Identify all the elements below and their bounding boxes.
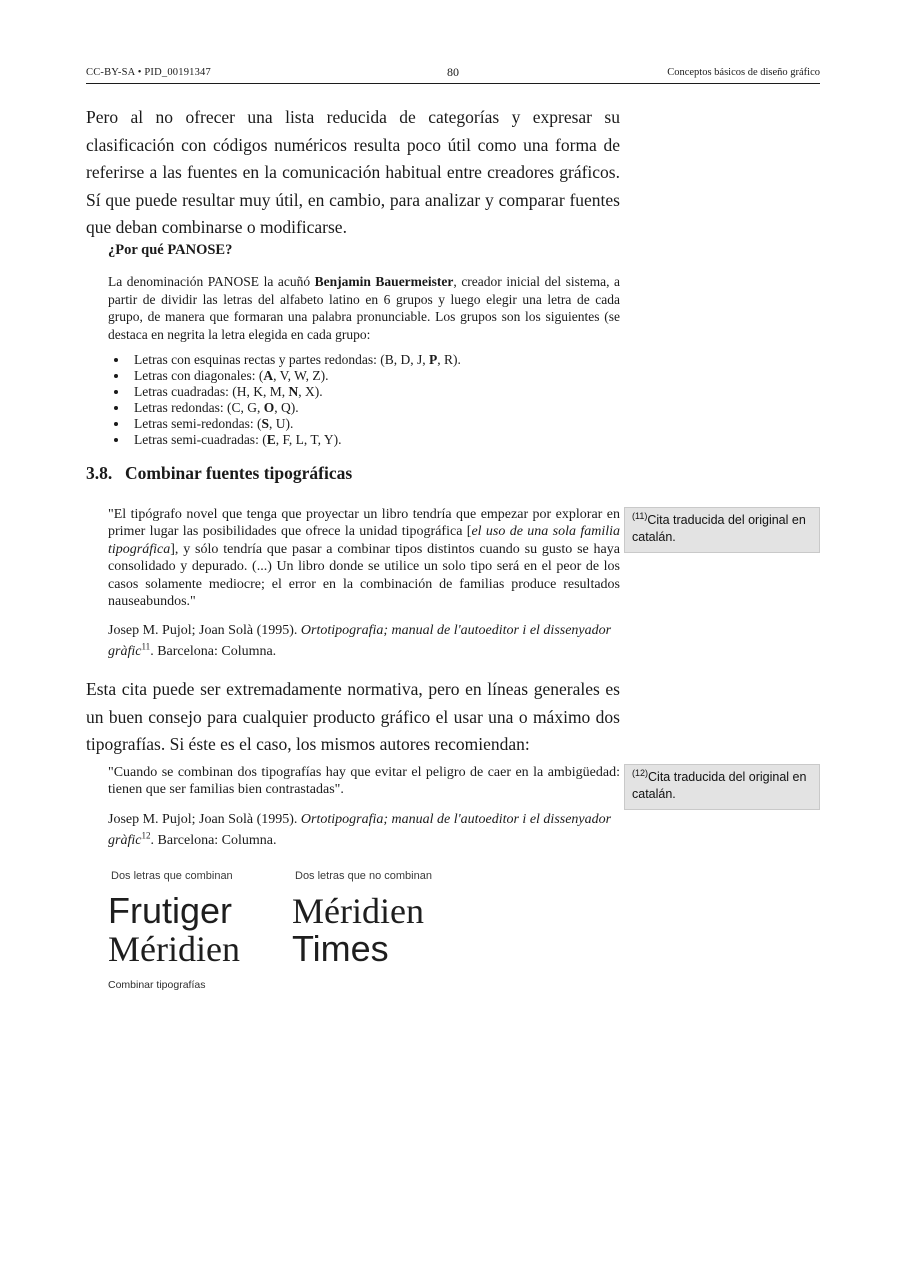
bullet-bold-letter: O (263, 400, 275, 416)
bullet-item (129, 384, 620, 400)
margin-note-1-text: Cita traducida del original en catalán. (632, 513, 806, 544)
bullet-text: , V, W, Z). (273, 368, 329, 384)
bullet-item (129, 400, 620, 416)
citation-1-title: Ortotipografia; manual de l'autoeditor i el dissenyador gràfic (108, 623, 612, 660)
section-heading (86, 463, 620, 484)
panose-intro-bold: Benjamin Bauermeister (314, 274, 454, 289)
figure-label-left: Dos letras que combinan (111, 870, 233, 882)
panose-intro-post: , creador inicial del sistema, a partir de dividir las letras del alfabeto latino en 6 grupos y luego elegir una letra de cada grupo, de manera que formaran una palabra pronunciable. Los grupos son los siguientes (se destaca en negrita la letra elegida en cada grupo: (108, 274, 621, 342)
margin-note-1-ref: (11) (632, 510, 648, 521)
bullet-text: Letras cuadradas: (H, K, M, (134, 384, 289, 400)
bullet-bold-letter: E (266, 431, 276, 447)
panose-intro (108, 273, 620, 343)
bullet-text: Letras semi-redondas: ( (134, 416, 262, 431)
bullet-text: Letras con esquinas rectas y partes redondas: (B, D, J, (134, 352, 430, 368)
bullet-text: , U). (268, 416, 294, 431)
citation-1 (108, 620, 620, 662)
figure-column-combine (108, 869, 292, 968)
section-title: Combinar fuentes tipográficas (125, 463, 353, 483)
quote-1-pre: "El tipógrafo novel que tenga que proyectar un libro tendría que empezar por explorar en primer lugar las posibilidades que ofrece la unidad tipográfica [ (108, 507, 620, 540)
specimen-meridien-left: Méridien (108, 929, 240, 969)
margin-note-2-text: Cita traducida del original en catalán. (632, 770, 807, 801)
bullet-item (129, 432, 620, 448)
margin-note-1 (624, 507, 820, 553)
intro-paragraph: Pero al no ofrecer una lista reducida de categorías y expresar su clasificación con códigos numéricos resulta poco útil como una forma de referirse a las fuentes en la comunicación habitual entre creadores gráficos. Sí que puede resultar muy útil, en cambio, para analizar y comparar fuentes que deban combinarse o modificarse. (86, 107, 620, 237)
bullet-item (129, 416, 620, 432)
footnote-ref-12: 12 (141, 830, 151, 841)
quote-1-post: ], y sólo tendría que pasar a combinar tipos distintos cuando su gusto se haya consolidado y depurado. (...) Un libro donde se utilice un solo tipo será en el peor de los casos solamente mediocre; el error en la combinación de familias produce resultados nauseabundos." (108, 541, 620, 610)
bullet-text: Letras redondas: (C, G, (134, 400, 264, 416)
bullet-text: , Q). (274, 400, 299, 416)
panose-bullet-list (108, 352, 620, 447)
margin-note-2 (624, 764, 820, 810)
section-number: 3.8. (86, 463, 113, 483)
bullet-bold-letter: N (288, 384, 299, 400)
citation-1-authors: Josep M. Pujol; Joan Solà (1995). (108, 623, 301, 639)
header-rule (86, 83, 820, 84)
citation-2-publisher: . Barcelona: Columna. (150, 832, 277, 848)
citation-1-publisher: . Barcelona: Columna. (150, 644, 277, 660)
bullet-bold-letter: A (263, 368, 274, 384)
figure-label-right: Dos letras que no combinan (295, 870, 432, 882)
specimen-meridien-right: Méridien (292, 891, 424, 931)
specimen-times: Times (292, 928, 389, 969)
bullet-text: Letras con diagonales: ( (134, 368, 264, 384)
citation-2-authors: Josep M. Pujol; Joan Solà (1995). (108, 811, 301, 827)
bullet-text: , F, L, T, Y). (275, 431, 342, 447)
font-combination-figure (108, 869, 620, 991)
bullet-text: Letras semi-cuadradas: ( (134, 431, 267, 447)
bullet-item (129, 352, 620, 368)
footnote-ref-11: 11 (141, 641, 151, 652)
quote-block-2 (108, 764, 620, 851)
quote-block-1 (108, 506, 620, 662)
bullet-text: , R). (437, 352, 461, 368)
figure-column-no-combine (292, 869, 512, 968)
quote-1 (108, 506, 620, 610)
header-doc-title: Conceptos básicos de diseño gráfico (667, 67, 820, 78)
citation-2-title: Ortotipografia; manual de l'autoeditor i el dissenyador gràfic (108, 811, 612, 848)
quote-2: "Cuando se combinan dos tipografías hay que evitar el peligro de caer en la ambigüedad: tienen que ser familias bien contrastadas". (108, 765, 620, 798)
bullet-bold-letter: S (261, 416, 269, 431)
header-page-number: 80 (447, 65, 459, 79)
body-paragraph-2: Esta cita puede ser extremadamente normativa, pero en líneas generales es un buen consejo para cualquier producto gráfico el usar una o máximo dos tipografías. Si éste es el caso, los mismos autores recomiendan: (86, 679, 620, 754)
panose-intro-pre: La denominación PANOSE la acuñó (108, 274, 315, 289)
panose-section (108, 242, 620, 448)
citation-2 (108, 809, 620, 851)
panose-heading: ¿Por qué PANOSE? (108, 242, 233, 258)
header-license: CC-BY-SA • PID_00191347 (86, 67, 211, 78)
quote-1-italic: el uso de una sola familia tipográfica (108, 524, 621, 557)
bullet-bold-letter: P (429, 352, 438, 368)
figure-caption: Combinar tipografías (108, 979, 206, 991)
bullet-text: , X). (298, 384, 323, 400)
margin-note-2-ref: (12) (632, 767, 649, 778)
specimen-frutiger: Frutiger (108, 890, 233, 931)
bullet-item (129, 368, 620, 384)
